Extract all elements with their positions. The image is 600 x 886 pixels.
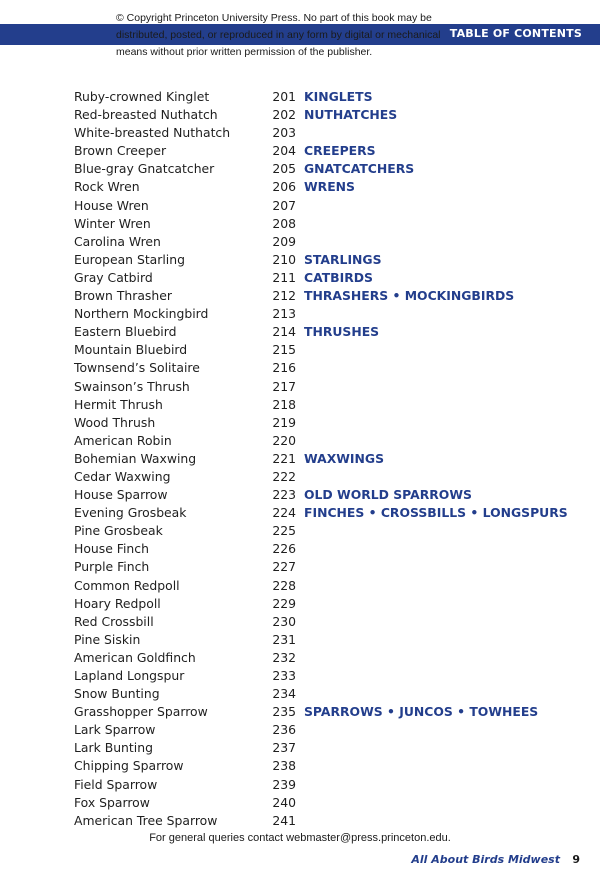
page-ref: 210 [272, 251, 296, 267]
page-ref: 205 [272, 161, 296, 177]
page-ref: 202 [272, 107, 296, 123]
species-name: American Goldfinch [74, 649, 196, 665]
family-heading: WRENS [304, 179, 355, 195]
toc-row [74, 739, 574, 757]
toc-row [74, 631, 574, 649]
toc-row [74, 178, 574, 196]
species-name: Red-breasted Nuthatch [74, 107, 218, 123]
toc-row [74, 757, 574, 775]
species-name: White-breasted Nuthatch [74, 125, 231, 141]
page-ref: 237 [272, 740, 296, 756]
species-name: Lark Sparrow [74, 722, 156, 738]
species-name: Red Crossbill [74, 613, 154, 629]
page-ref: 211 [272, 269, 296, 285]
toc-row [74, 450, 574, 468]
page-ref: 223 [272, 487, 296, 503]
page-ref: 224 [272, 505, 296, 521]
family-heading: KINGLETS [304, 89, 373, 104]
toc-row [74, 721, 574, 739]
toc-row [74, 359, 574, 377]
toc-row [74, 522, 574, 540]
species-name: Cedar Waxwing [74, 468, 171, 484]
species-name: Bohemian Waxwing [74, 450, 197, 466]
family-heading: THRUSHES [304, 324, 380, 340]
species-name: European Starling [74, 251, 185, 267]
page-ref: 234 [272, 686, 296, 702]
page-ref: 216 [272, 360, 296, 376]
species-name: House Finch [74, 541, 149, 557]
page-ref: 225 [272, 523, 296, 539]
page-ref: 229 [272, 595, 296, 611]
family-heading: THRASHERS • MOCKINGBIRDS [304, 288, 515, 304]
family-heading: SPARROWS • JUNCOS • TOWHEES [304, 704, 539, 720]
species-name: Mountain Bluebird [74, 342, 188, 358]
species-name: Chipping Sparrow [74, 758, 184, 774]
toc-row [74, 468, 574, 486]
toc-row [74, 269, 574, 287]
page-ref: 217 [272, 378, 296, 394]
family-heading: WAXWINGS [304, 450, 384, 466]
species-name: Hoary Redpoll [74, 595, 161, 611]
species-name: American Tree Sparrow [74, 812, 218, 828]
page-ref: 238 [272, 758, 296, 774]
toc-row [74, 432, 574, 450]
species-name: Winter Wren [74, 215, 151, 231]
species-name: Carolina Wren [74, 233, 161, 249]
species-name: Blue-gray Gnatcatcher [74, 161, 215, 177]
toc-row [74, 794, 574, 812]
page-number: 9 [572, 853, 580, 866]
species-name: House Wren [74, 197, 149, 213]
toc-row [74, 414, 574, 432]
page-ref: 232 [272, 649, 296, 665]
toc-row [74, 649, 574, 667]
toc-row [74, 577, 574, 595]
species-name: Lapland Longspur [74, 668, 185, 683]
toc-row [74, 160, 574, 178]
toc-row [74, 215, 574, 233]
toc-row [74, 251, 574, 269]
species-name: Evening Grosbeak [74, 505, 187, 521]
species-name: House Sparrow [74, 487, 168, 503]
contact-note: For general queries contact webmaster@press.princeton.edu. [149, 832, 451, 844]
species-name: Wood Thrush [74, 414, 156, 430]
page-ref: 201 [272, 89, 296, 104]
toc-row [74, 396, 574, 414]
species-name: Fox Sparrow [74, 794, 150, 810]
page-ref: 204 [272, 143, 296, 159]
toc-row [74, 142, 574, 160]
copyright-line: © Copyright Princeton University Press. No part of this book may be [116, 12, 432, 24]
family-heading: NUTHATCHES [304, 107, 398, 123]
toc-row [74, 323, 574, 341]
species-name: Lark Bunting [74, 740, 153, 756]
species-name: American Robin [74, 432, 172, 448]
species-name: Common Redpoll [74, 577, 180, 593]
toc-row [74, 305, 574, 323]
page-ref: 240 [272, 794, 296, 810]
species-name: Pine Grosbeak [74, 523, 163, 539]
species-name: Purple Finch [74, 559, 150, 575]
species-name: Brown Creeper [74, 143, 167, 159]
family-heading: GNATCATCHERS [304, 161, 415, 177]
family-heading: STARLINGS [304, 251, 382, 267]
page-ref: 228 [272, 577, 296, 593]
page-ref: 236 [272, 722, 296, 738]
page-ref: 226 [272, 541, 296, 557]
toc-row [74, 558, 574, 576]
toc-row [74, 124, 574, 142]
species-name: Northern Mockingbird [74, 306, 209, 322]
copyright-line: means without prior written permission of the publisher. [116, 46, 373, 58]
page-ref: 208 [272, 215, 296, 231]
page-ref: 213 [272, 306, 296, 322]
page-ref: 215 [272, 342, 296, 358]
species-name: Pine Siskin [74, 631, 141, 647]
family-heading: CATBIRDS [304, 269, 373, 285]
page-ref: 212 [272, 288, 296, 304]
species-name: Gray Catbird [74, 269, 153, 285]
toc-row [74, 504, 574, 522]
page-ref: 206 [272, 179, 296, 195]
family-heading: FINCHES • CROSSBILLS • LONGSPURS [304, 505, 568, 521]
species-name: Townsend’s Solitaire [74, 360, 200, 376]
page-ref: 214 [272, 324, 296, 340]
copyright-line: distributed, posted, or reproduced in any form by digital or mechanical [116, 29, 441, 41]
toc-row [74, 341, 574, 359]
page-ref: 222 [272, 468, 296, 484]
species-name: Eastern Bluebird [74, 324, 177, 340]
section-title: TABLE OF CONTENTS [449, 27, 582, 40]
species-name: Hermit Thrush [74, 396, 163, 412]
toc-row [74, 812, 574, 830]
toc-row [74, 540, 574, 558]
toc-row [74, 685, 574, 703]
book-title: All About Birds Midwest [411, 853, 560, 866]
species-name: Grasshopper Sparrow [74, 704, 208, 720]
toc-row [74, 595, 574, 613]
table-of-contents [74, 88, 574, 830]
toc-row [74, 667, 574, 685]
toc-row [74, 613, 574, 631]
species-name: Brown Thrasher [74, 288, 172, 304]
species-name: Snow Bunting [74, 686, 160, 702]
page-ref: 233 [272, 668, 296, 683]
page-ref: 203 [272, 125, 296, 141]
species-name: Field Sparrow [74, 776, 158, 792]
page-ref: 241 [272, 812, 296, 828]
toc-row [74, 378, 574, 396]
copyright-notice [116, 10, 476, 61]
toc-row [74, 197, 574, 215]
page-ref: 230 [272, 613, 296, 629]
toc-row [74, 776, 574, 794]
species-name: Swainson’s Thrush [74, 378, 190, 394]
toc-row [74, 486, 574, 504]
page-ref: 231 [272, 631, 296, 647]
page-ref: 209 [272, 233, 296, 249]
species-name: Rock Wren [74, 179, 140, 195]
toc-row [74, 106, 574, 124]
toc-row [74, 703, 574, 721]
toc-row [74, 233, 574, 251]
page-ref: 221 [272, 450, 296, 466]
page-ref: 239 [272, 776, 296, 792]
toc-row [74, 287, 574, 305]
page-ref: 220 [272, 432, 296, 448]
species-name: Ruby-crowned Kinglet [74, 89, 210, 104]
page-ref: 218 [272, 396, 296, 412]
family-heading: CREEPERS [304, 143, 376, 159]
page-ref: 235 [272, 704, 296, 720]
page-ref: 207 [272, 197, 296, 213]
toc-row [74, 88, 574, 106]
family-heading: OLD WORLD SPARROWS [304, 487, 472, 503]
page-ref: 227 [272, 559, 296, 575]
page-ref: 219 [272, 414, 296, 430]
